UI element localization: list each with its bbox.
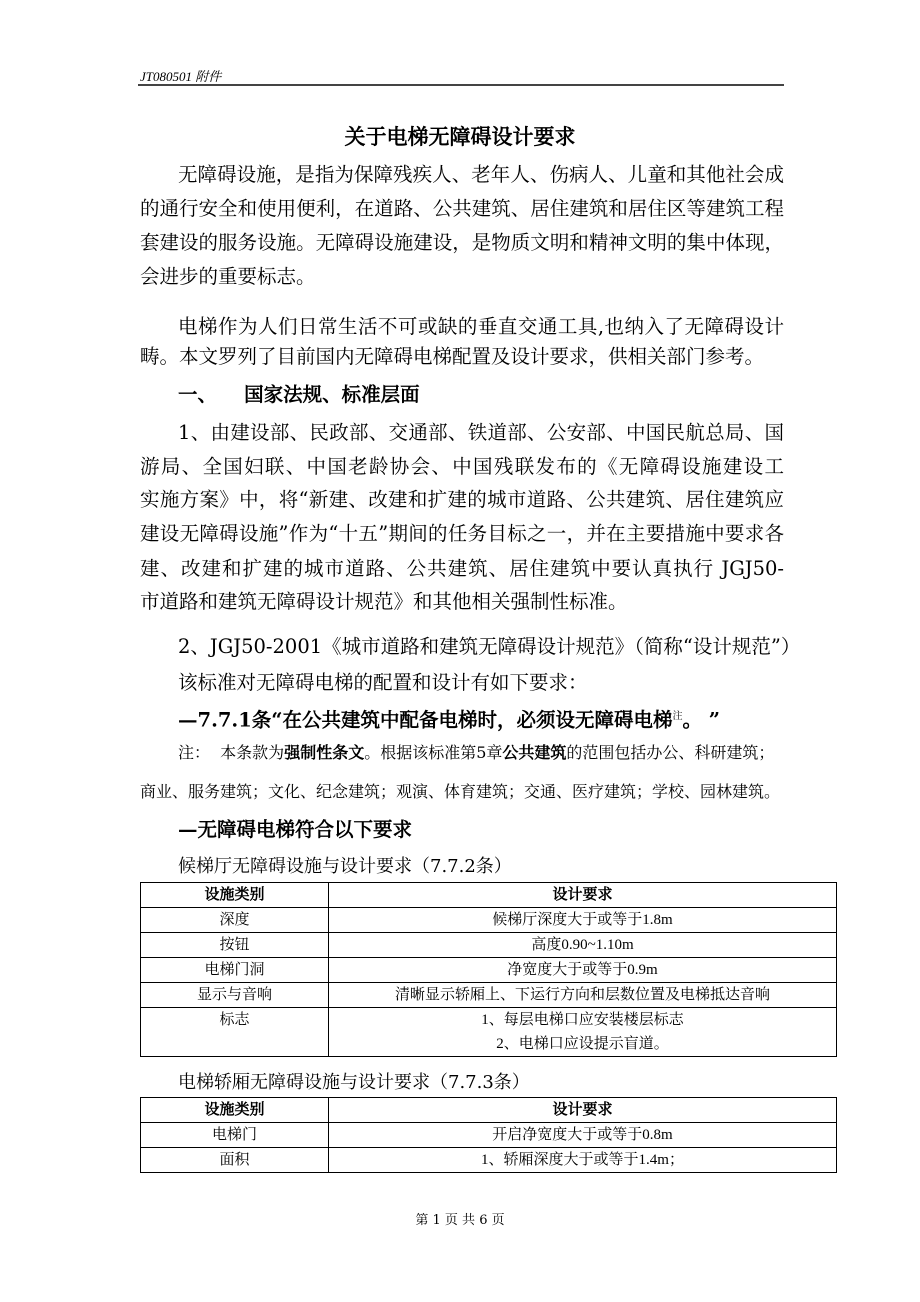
- paragraph-line: 1、由建设部、民政部、交通部、铁道部、公安部、中国民航总局、国: [178, 421, 784, 444]
- table-caption: 电梯轿厢无障碍设施与设计要求（7.7.3条）: [178, 1072, 530, 1093]
- paragraph-line: 实施方案》中，将“新建、改建和扩建的城市道路、公共建筑、居住建筑应: [140, 488, 784, 511]
- requirements-heading: —无障碍电梯符合以下要求: [178, 818, 413, 841]
- table-cell: [329, 1008, 837, 1057]
- table-row: [141, 958, 837, 983]
- note-line-2: 商业、服务建筑；文化、纪念建筑；观演、体育建筑；交通、医疗建筑；学校、园林建筑。: [140, 782, 781, 801]
- table-cell: 按钮: [141, 933, 329, 958]
- section-heading: 一、 国家法规、标准层面: [178, 383, 420, 406]
- table-cell: 深度: [141, 908, 329, 933]
- header-cell: 设施类别: [141, 1098, 329, 1123]
- table-header-row: [141, 883, 837, 908]
- note-bold: 公共建筑: [502, 743, 567, 762]
- page-footer: 第 1 页 共 6 页: [415, 1213, 505, 1228]
- table-row: [141, 908, 837, 933]
- table-cell: 净宽度大于或等于0.9m: [329, 958, 837, 983]
- table-cell: 候梯厅深度大于或等于1.8m: [329, 908, 837, 933]
- paragraph-line: 建、改建和扩建的城市道路、公共建筑、居住建筑中要认真执行 JGJ50-: [140, 557, 784, 580]
- paragraph-line: 建设无障碍设施”作为“十五”期间的任务目标之一，并在主要措施中要求各: [140, 522, 784, 545]
- footnote-marker: 注: [672, 711, 683, 722]
- note-bold: 强制性条文: [284, 743, 365, 762]
- car-requirements-table: [140, 1097, 837, 1173]
- cell-line: 1、每层电梯口应安装楼层标志: [481, 1012, 684, 1028]
- table-cell: 高度0.90~1.10m: [329, 933, 837, 958]
- header-cell: 设施类别: [141, 883, 329, 908]
- table-cell: 电梯门: [141, 1123, 329, 1148]
- table-cell: 标志: [141, 1008, 329, 1057]
- table-cell: 开启净宽度大于或等于0.8m: [329, 1123, 837, 1148]
- table-cell: 1、轿厢深度大于或等于1.4m；: [329, 1148, 837, 1173]
- note: [178, 741, 784, 765]
- page-header: JT080501 附件: [140, 69, 222, 84]
- paragraph-line: 2、JGJ50-2001《城市道路和建筑无障碍设计规范》（简称“设计规范”）: [178, 635, 801, 658]
- clause-7-7-1: [178, 705, 784, 733]
- document-title: 关于电梯无障碍设计要求: [344, 124, 576, 149]
- table-row: [141, 1008, 837, 1057]
- table-header-row: [141, 1098, 837, 1123]
- paragraph-line: 无障碍设施，是指为保障残疾人、老年人、伤病人、儿童和其他社会成: [178, 163, 784, 186]
- clause-end: 。 ”: [682, 708, 721, 732]
- table-cell: 电梯门洞: [141, 958, 329, 983]
- paragraph-line: 会进步的重要标志。: [140, 265, 316, 288]
- header-cell: 设计要求: [329, 883, 837, 908]
- table-cell: 显示与音响: [141, 983, 329, 1008]
- paragraph-line: 套建设的服务设施。无障碍设施建设，是物质文明和精神文明的集中体现，: [140, 231, 784, 254]
- table-caption: 候梯厅无障碍设施与设计要求（7.7.2条）: [178, 856, 512, 877]
- header-divider: [138, 84, 784, 86]
- paragraph-line: 畴。本文罗列了目前国内无障碍电梯配置及设计要求，供相关部门参考。: [140, 345, 765, 368]
- note-text: 。根据该标准第5章: [364, 743, 503, 762]
- table-row: [141, 983, 837, 1008]
- header-cell: 设计要求: [329, 1098, 837, 1123]
- paragraph-line: 游局、全国妇联、中国老龄协会、中国残联发布的《无障碍设施建设工: [140, 455, 784, 478]
- paragraph-line: 的通行安全和使用便利，在道路、公共建筑、居住建筑和居住区等建筑工程: [140, 197, 784, 220]
- note-prefix: 注： 本条款为: [178, 743, 285, 762]
- table-row: [141, 933, 837, 958]
- lobby-requirements-table: [140, 882, 837, 1057]
- table-row: [141, 1148, 837, 1173]
- paragraph-line: 电梯作为人们日常生活不可或缺的垂直交通工具,也纳入了无障碍设计: [178, 315, 784, 338]
- note-text: 的范围包括办公、科研建筑；: [566, 743, 775, 762]
- table-cell: 清晰显示轿厢上、下运行方向和层数位置及电梯抵达音响: [329, 983, 837, 1008]
- paragraph-line: 市道路和建筑无障碍设计规范》和其他相关强制性标准。: [140, 590, 628, 613]
- clause-text: —7.7.1条“在公共建筑中配备电梯时，必须设无障碍电梯: [178, 708, 673, 732]
- table-row: [141, 1123, 837, 1148]
- table-cell: 面积: [141, 1148, 329, 1173]
- paragraph-line: 该标准对无障碍电梯的配置和设计有如下要求：: [178, 671, 588, 694]
- cell-line: 2、电梯口应设提示盲道。: [496, 1036, 669, 1052]
